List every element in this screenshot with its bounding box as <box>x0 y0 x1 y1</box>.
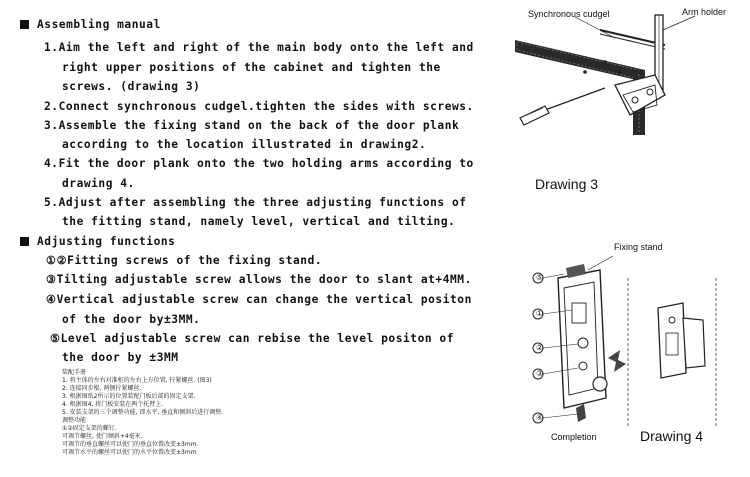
marker-2: ② <box>536 343 544 352</box>
manual-line: right upper positions of the cabinet and tighten the <box>62 61 441 74</box>
chinese-line: 可调节的垂直螺丝可以使门的垂直位置改变±3mm. <box>62 441 199 448</box>
chinese-line: 1. 将主体的左右对准柜的左右上方位置, 拧紧螺丝. (图3) <box>62 377 212 384</box>
manual-line: screws. (drawing 3) <box>62 80 201 93</box>
adjust-line: ⑤Level adjustable screw can rebise the level positon of <box>50 332 454 345</box>
manual-line: 1.Aim the left and right of the main body onto the left and <box>44 41 474 54</box>
adjust-line: the door by ±3MM <box>62 351 179 364</box>
manual-line: the fitting stand, namely level, vertical and tilting. <box>62 215 456 228</box>
manual-line: 5.Adjust after assembling the three adjusting functions of <box>44 196 467 209</box>
marker-1: ① <box>536 309 544 318</box>
heading-adjusting: Adjusting functions <box>20 235 175 248</box>
adjust-line: ③Tilting adjustable screw allows the door to slant at+4MM. <box>46 273 472 286</box>
chinese-line: 4. 根据图4, 将门板安装在两个托臂上. <box>62 401 164 408</box>
chinese-line: 装配手册 <box>62 369 87 376</box>
drawing-4-illustration <box>528 248 738 448</box>
label-arm-holder: Arm holder <box>682 7 727 17</box>
drawing-3-illustration <box>505 0 745 150</box>
manual-line: 2.Connect synchronous cudgel.tighten the sides with screws. <box>44 100 474 113</box>
heading-assembling: Assembling manual <box>20 18 161 31</box>
manual-line: 3.Assemble the fixing stand on the back of the door plank <box>44 119 460 132</box>
chinese-line: ①②固定支架的螺钉. <box>62 425 117 432</box>
manual-line: according to the location illustrated in drawing2. <box>62 138 427 151</box>
bullet-square-icon <box>20 20 29 29</box>
marker-5: ⑤ <box>536 273 544 282</box>
chinese-line: 可调节水平的螺丝可以使门的水平位置改变±3mm <box>62 449 197 456</box>
bullet-square-icon <box>20 237 29 246</box>
label-synchronous-cudgel: Synchronous cudgel <box>528 9 610 19</box>
marker-3: ③ <box>536 369 544 378</box>
adjust-line: of the door by±3MM. <box>62 313 201 326</box>
manual-line: 4.Fit the door plank onto the two holding arms according to <box>44 157 474 170</box>
chinese-line: 3. 根据图纸2所示的位置装配门板后部的固定支架. <box>62 393 196 400</box>
chinese-line: 2. 连接同步棍, 两侧拧紧螺丝. <box>62 385 142 392</box>
adjust-line: ①②Fitting screws of the fixing stand. <box>46 254 323 267</box>
drawing-4-caption: Drawing 4 <box>640 428 704 444</box>
chinese-line: 调整功能 <box>62 417 87 424</box>
marker-4: ④ <box>536 413 544 422</box>
chinese-line: 5. 安装支架的三个调整功能, 即水平, 垂直和倾斜后进行调整. <box>62 409 224 416</box>
chinese-line: 可调节螺丝, 使门倾斜+4毫米. <box>62 433 143 440</box>
label-completion: Completion <box>551 432 597 442</box>
manual-line: drawing 4. <box>62 177 135 190</box>
label-fixing-stand: Fixing stand <box>614 242 663 252</box>
adjust-line: ④Vertical adjustable screw can change the vertical positon <box>46 293 472 306</box>
drawing-3-caption: Drawing 3 <box>535 176 599 192</box>
